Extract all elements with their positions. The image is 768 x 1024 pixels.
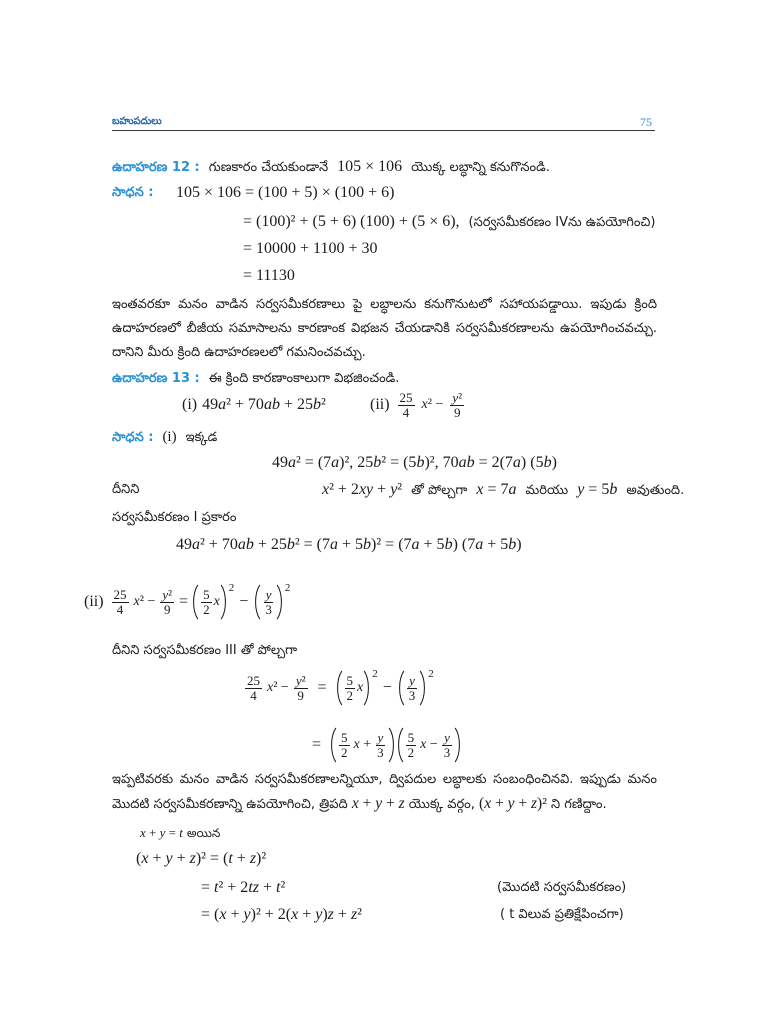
part-expression: 49a² + 70ab + 25b² [202, 396, 326, 413]
solution-step-2 [243, 212, 688, 233]
fraction-numerator: 5 [346, 672, 354, 688]
fraction-numerator: 25 [247, 672, 260, 688]
fraction [339, 731, 350, 760]
fraction-denominator: 2 [346, 687, 354, 703]
question-math: 105 × 106 [337, 158, 403, 175]
fraction [201, 588, 212, 617]
fraction-numerator: y [444, 729, 450, 745]
solution-13-intro [112, 427, 688, 448]
right-parenthesis [276, 584, 284, 620]
compare-math: y = 5b [577, 481, 618, 498]
step-math: = (100)² + (5 + 6) (100) + (5 × 6), [243, 213, 460, 230]
solution-step-1: 105 × 106 = (100 + 5) × (100 + 6) [176, 184, 395, 201]
parenthesized-group [191, 584, 234, 620]
left-parenthesis [335, 670, 343, 706]
equation-2: 49a² + 70ab + 25b² = (7a + 5b)² = (7a + 5b) (7a + 5b) [176, 536, 522, 553]
part-label: (i) [162, 429, 177, 445]
compare-math: x² + 2xy + y² [322, 481, 403, 498]
fraction [450, 391, 464, 420]
variable: x [357, 680, 364, 695]
compare-lead: దీనిని [112, 482, 140, 497]
parenthesized-group [396, 727, 463, 763]
fraction-denominator: 9 [297, 687, 304, 703]
equation-4 [312, 723, 462, 767]
fraction [398, 391, 415, 420]
fraction-denominator: 2 [341, 744, 348, 760]
fraction-denominator: 9 [163, 601, 171, 617]
fraction-numerator: 5 [407, 729, 415, 745]
example-13-question [112, 368, 688, 389]
fraction-numerator: y² [295, 672, 306, 688]
compare-text: మరియు [525, 483, 569, 498]
fraction [407, 674, 418, 703]
left-parenthesis [396, 727, 404, 763]
equation-1: 49a² = (7a)², 25b² = (5b)², 70ab = 2(7a) (5b) [272, 454, 557, 471]
right-parenthesis [419, 670, 427, 706]
fraction-denominator: 3 [443, 744, 451, 760]
fraction-denominator: 3 [377, 744, 384, 760]
question-text: యొక్క లబ్ధాన్ని కనుగొనండి. [411, 160, 550, 175]
expression-term: x² − [421, 397, 444, 412]
left-parenthesis [329, 727, 337, 763]
fraction-numerator: y [265, 586, 272, 602]
expression-term: x − [420, 737, 438, 752]
right-parenthesis [363, 670, 371, 706]
paragraph-text: ని గణిద్దాం. [550, 797, 607, 812]
part-label: (i) [182, 396, 198, 413]
left-parenthesis [397, 670, 405, 706]
fraction-numerator: 5 [203, 586, 210, 602]
expression-term: x² − [267, 680, 289, 695]
compare-text: అవుతుంది. [626, 483, 685, 498]
right-parenthesis [220, 584, 228, 620]
fraction [160, 588, 174, 617]
fraction-denominator: 4 [402, 404, 410, 420]
question-text: గుణకారం చేయకుండానే [208, 160, 329, 175]
paragraph-text: యొక్క వర్గం, [408, 797, 475, 812]
fraction-numerator: 5 [341, 729, 348, 745]
paragraph-text: ఇప్పటివరకు మనం వాడిన సర్వసమీకరణాలన్నియూ, ద్విపదుల లబ్ధాలకు సంబంధించినవి. ఇప్పుడు మనం మొదటి సర్వసమీకరణాన్ని ఉపయోగించి, త్రిపది [112, 772, 657, 812]
exponent: 2 [372, 668, 378, 680]
example-13-part-ii [370, 389, 466, 421]
example-12-question [112, 157, 688, 178]
expansion-note: (మొదటి సర్వసమీకరణం) [497, 880, 627, 895]
fraction [375, 731, 386, 760]
expression-term: x² − [133, 594, 156, 609]
question-text: ఈ క్రింది కారణాంకాలుగా విభజించండి. [208, 371, 400, 386]
fraction [263, 588, 274, 617]
equals-sign: = [179, 593, 189, 610]
step-note: (సర్వసమీకరణం IVను ఉపయోగించి) [468, 215, 656, 230]
parenthesized-group [335, 670, 378, 706]
solution-label: సాధన : [112, 185, 154, 200]
fraction [345, 674, 356, 703]
inline-math: (x + y + z)² [479, 795, 547, 812]
chapter-title: బహుపదులు [112, 116, 162, 127]
fraction-denominator: 3 [408, 687, 416, 703]
parenthesized-group [397, 670, 434, 706]
fraction-numerator: y² [452, 389, 463, 405]
parenthesized-group [253, 584, 290, 620]
assumption-math: x + y = t [140, 825, 183, 840]
compare-math: x = 7a [476, 481, 517, 498]
expression-term: x + [353, 737, 372, 752]
example-label: ఉదాహరణ 13 : [112, 371, 200, 386]
page-number: 75 [640, 115, 652, 129]
paragraph: ఇంతవరకూ మనం వాడిన సర్వసమీకరణాలు పై లబ్ధాలను కనుగొనుటలో సహాయపడ్డాయి. ఇపుడు క్రింది ఉదాహరణలో బీజీయ సమాసాలను కారణాంక విభజన చేయడానికి సర్వసమీకరణాలను ఉపయోగించవచ్చు. దానిని మీరు క్రింది ఉదాహరణలలో గమనించవచ్చు. [112, 297, 657, 360]
fraction [442, 731, 453, 760]
fraction-denominator: 9 [453, 404, 461, 420]
equation-3 [243, 666, 434, 710]
equals-sign: = [312, 736, 322, 753]
expansion-line-1: (x + y + z)² = (t + z)² [136, 850, 267, 867]
solution-step-4: = 11130 [243, 267, 295, 284]
fraction-denominator: 4 [116, 601, 124, 617]
assumption-text: అయిన [186, 826, 221, 840]
example-13-part-i [182, 389, 326, 421]
right-parenthesis [388, 727, 396, 763]
minus-sign: − [239, 593, 249, 610]
identity-reference: దీనిని సర్వసమీకరణం III తో పోల్చగా [112, 643, 298, 658]
fraction-numerator: y [377, 729, 384, 745]
inline-math: x + y + z [351, 795, 405, 812]
compare-text: తో పోల్చగా [411, 483, 468, 498]
fraction-denominator: 2 [407, 744, 415, 760]
fraction [245, 674, 262, 703]
expansion-line-2: = t² + 2tz + t² [201, 879, 286, 896]
variable: x [213, 594, 220, 609]
fraction-numerator: y² [162, 586, 173, 602]
expansion-note: ( t విలువ ప్రతిక్షేపించగా) [500, 907, 624, 922]
part-label: (ii) [84, 593, 104, 610]
right-parenthesis [454, 727, 462, 763]
solution-label: సాధన : [112, 430, 154, 445]
assumption [140, 824, 688, 842]
exponent: 2 [428, 668, 434, 680]
identity-reference: సర్వసమీకరణం I ప్రకారం [112, 510, 237, 525]
exponent: 2 [228, 582, 235, 594]
expansion-line-3: = (x + y)² + 2(x + y)z + z² [201, 906, 362, 923]
fraction-denominator: 4 [250, 687, 257, 703]
part-ii-expression [84, 580, 290, 624]
paragraph [112, 768, 657, 817]
fraction [112, 588, 129, 617]
fraction-numerator: 25 [399, 389, 413, 405]
fraction [294, 674, 308, 703]
compare-statement [322, 480, 688, 501]
left-parenthesis [253, 584, 261, 620]
left-parenthesis [191, 584, 199, 620]
fraction-numerator: y [409, 672, 415, 688]
example-label: ఉదాహరణ 12 : [112, 160, 200, 175]
fraction-denominator: 2 [203, 601, 210, 617]
equals-sign: = [317, 679, 327, 696]
exponent: 2 [284, 582, 291, 594]
fraction-numerator: 25 [113, 586, 127, 602]
solution-step-3: = 10000 + 1100 + 30 [243, 240, 378, 257]
minus-sign: − [382, 679, 392, 696]
parenthesized-group [329, 727, 396, 763]
part-label: (ii) [370, 396, 390, 413]
fraction [406, 731, 417, 760]
fraction-denominator: 3 [265, 601, 272, 617]
header-rule [112, 130, 655, 131]
intro-text: ఇక్కడ [185, 430, 218, 445]
